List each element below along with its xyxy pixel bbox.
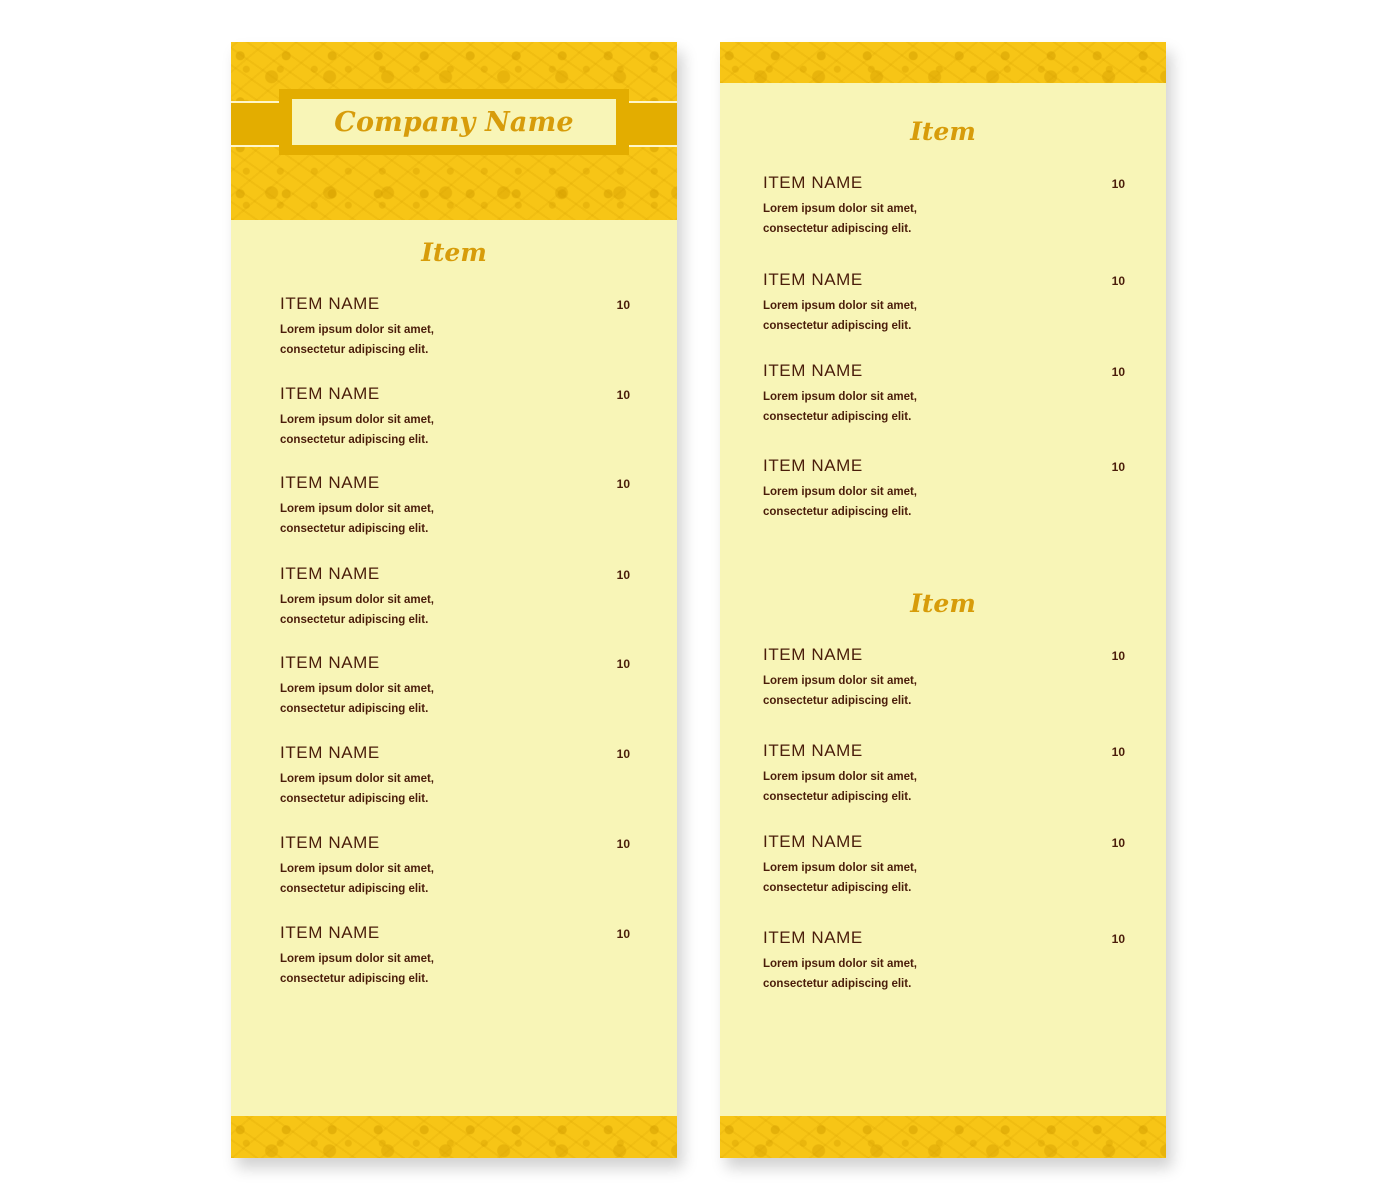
item-name: ITEM NAME: [763, 928, 863, 947]
item-price: 10: [616, 747, 630, 761]
item-name: ITEM NAME: [280, 833, 380, 852]
item-name: ITEM NAME: [763, 741, 863, 760]
menu-page-right: [720, 42, 1166, 1158]
item-description: Lorem ipsum dolor sit amet, consectetur adipiscing elit.: [763, 391, 917, 423]
menu-item: [763, 928, 1125, 994]
section-title: Item: [421, 238, 487, 267]
menu-item: [763, 173, 1125, 239]
item-description: Lorem ipsum dolor sit amet, consectetur adipiscing elit.: [763, 862, 917, 894]
menu-item: [280, 923, 630, 989]
item-description: Lorem ipsum dolor sit amet, consectetur adipiscing elit.: [280, 414, 434, 446]
item-description: Lorem ipsum dolor sit amet, consectetur adipiscing elit.: [763, 675, 917, 707]
item-description: Lorem ipsum dolor sit amet, consectetur adipiscing elit.: [280, 503, 434, 535]
menu-item: [280, 294, 630, 360]
item-name: ITEM NAME: [763, 361, 863, 380]
item-price: 10: [1111, 836, 1125, 850]
company-banner: [279, 89, 629, 155]
item-name: ITEM NAME: [763, 456, 863, 475]
menu-item: [763, 361, 1125, 427]
section-title: Item: [910, 589, 976, 618]
item-price: 10: [616, 837, 630, 851]
item-name: ITEM NAME: [280, 294, 380, 313]
menu-item: [280, 473, 630, 539]
item-description: Lorem ipsum dolor sit amet, consectetur adipiscing elit.: [763, 486, 917, 518]
item-name: ITEM NAME: [280, 384, 380, 403]
item-price: 10: [1111, 177, 1125, 191]
item-price: 10: [616, 927, 630, 941]
item-description: Lorem ipsum dolor sit amet, consectetur adipiscing elit.: [763, 771, 917, 803]
menu-item: [280, 833, 630, 899]
menu-item: [763, 456, 1125, 522]
item-price: 10: [616, 298, 630, 312]
item-description: Lorem ipsum dolor sit amet, consectetur adipiscing elit.: [280, 324, 434, 356]
menu-item: [280, 743, 630, 809]
company-name: Company Name: [334, 106, 574, 138]
section-title: Item: [910, 117, 976, 146]
menu-item: [763, 270, 1125, 336]
item-description: Lorem ipsum dolor sit amet, consectetur adipiscing elit.: [280, 863, 434, 895]
item-description: Lorem ipsum dolor sit amet, consectetur adipiscing elit.: [763, 203, 917, 235]
item-name: ITEM NAME: [763, 645, 863, 664]
menu-item: [280, 384, 630, 450]
menu-item: [763, 832, 1125, 898]
item-price: 10: [616, 568, 630, 582]
item-name: ITEM NAME: [763, 270, 863, 289]
item-price: 10: [1111, 745, 1125, 759]
menu-page-left: [231, 42, 677, 1158]
menu-item: [763, 645, 1125, 711]
item-price: 10: [1111, 649, 1125, 663]
footer-pattern: [720, 1116, 1166, 1158]
item-description: Lorem ipsum dolor sit amet, consectetur adipiscing elit.: [280, 953, 434, 985]
item-price: 10: [1111, 365, 1125, 379]
header-pattern: [720, 42, 1166, 83]
item-description: Lorem ipsum dolor sit amet, consectetur adipiscing elit.: [280, 773, 434, 805]
menu-item: [280, 564, 630, 630]
item-name: ITEM NAME: [280, 923, 380, 942]
item-name: ITEM NAME: [280, 564, 380, 583]
footer-pattern: [231, 1116, 677, 1158]
item-description: Lorem ipsum dolor sit amet, consectetur adipiscing elit.: [763, 958, 917, 990]
company-banner-inner: [292, 99, 616, 145]
item-price: 10: [1111, 932, 1125, 946]
item-price: 10: [1111, 460, 1125, 474]
item-name: ITEM NAME: [280, 473, 380, 492]
item-price: 10: [616, 477, 630, 491]
item-name: ITEM NAME: [763, 832, 863, 851]
item-description: Lorem ipsum dolor sit amet, consectetur adipiscing elit.: [763, 300, 917, 332]
item-description: Lorem ipsum dolor sit amet, consectetur adipiscing elit.: [280, 683, 434, 715]
item-price: 10: [616, 657, 630, 671]
item-price: 10: [616, 388, 630, 402]
item-name: ITEM NAME: [280, 653, 380, 672]
item-name: ITEM NAME: [763, 173, 863, 192]
item-name: ITEM NAME: [280, 743, 380, 762]
menu-item: [280, 653, 630, 719]
item-description: Lorem ipsum dolor sit amet, consectetur adipiscing elit.: [280, 594, 434, 626]
item-price: 10: [1111, 274, 1125, 288]
menu-item: [763, 741, 1125, 807]
